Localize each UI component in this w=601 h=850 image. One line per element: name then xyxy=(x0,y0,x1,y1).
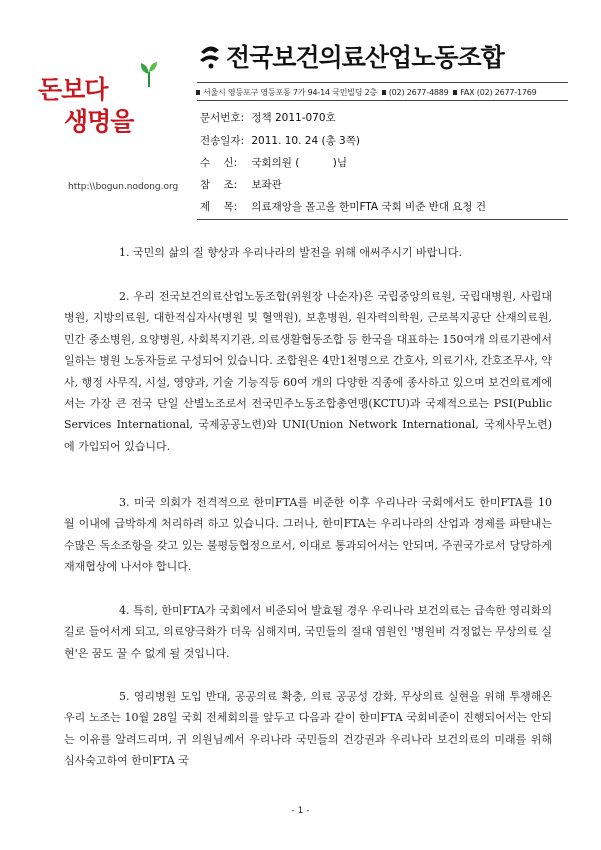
paragraph-3-text: 3. 미국 의회가 전격적으로 한미FTA를 비준한 이후 우리나라 국회에서도 한미FTA를 10월 이내에 급박하게 처리하려 하고 있습니다. 그러나, 한미FTA는 우리나라의 산업과 경제를 파탄내는 수많은 독소조항을 갖고 있는 불평등협정으로서, 이대로 통과되어서는 안되며, 주권국가로서 당당하게 재재협상에 나서야 합니다. xyxy=(64,496,552,574)
org-name: 전국보건의료산업노동조합 xyxy=(226,43,504,72)
reference-label: 참 조: xyxy=(200,179,238,191)
logo-line1 xyxy=(38,70,107,106)
subject-row xyxy=(200,199,486,214)
page-number: - 1 - xyxy=(291,806,310,816)
org-tel: (02) 2677-4889 xyxy=(388,88,449,97)
recipient-label: 수 신: xyxy=(200,157,238,169)
website-url: http:\\bogun.nodong.org xyxy=(68,182,179,192)
reference-value: 보좌관 xyxy=(251,179,282,191)
paragraph-3 xyxy=(64,492,552,578)
header-divider-bottom xyxy=(197,100,568,101)
subject-value: 의료재앙을 몰고올 한미FTA 국회 비준 반대 요청 건 xyxy=(251,201,487,213)
recipient-row xyxy=(200,155,347,170)
sprout-icon xyxy=(138,60,160,88)
doc-number-row xyxy=(200,110,336,125)
paragraph-1-text: 1. 국민의 삶의 질 향상과 우리나라의 발전을 위해 애써주시기 바랍니다. xyxy=(119,246,462,259)
paragraph-5 xyxy=(64,686,552,772)
logo-text-1: 돈보다 xyxy=(38,75,108,104)
logo-line2 xyxy=(64,102,133,138)
paragraph-1 xyxy=(64,242,552,263)
send-date-row xyxy=(200,133,360,148)
doc-number-label: 문서번호: xyxy=(200,112,245,124)
org-fax: FAX (02) 2677-1769 xyxy=(460,88,537,97)
logo-text-2: 생명을 xyxy=(64,107,134,136)
paragraph-5-text: 5. 영리병원 도입 반대, 공공의료 확충, 의료 공공성 강화, 무상의료 실현을 위해 투쟁해온 우리 노조는 10월 28일 국회 전체회의를 앞두고 다음과 같이 한미FTA 국회비준이 진행되어서는 안되는 이유를 알려드리며, 귀 의원님께서 우리나라 국민들의 건강권과 우리나라 보건의료의 미래를 위해 심사숙고하여 한미FTA 국 xyxy=(64,690,552,768)
paragraph-4 xyxy=(64,600,552,664)
paragraph-4-text: 4. 특히, 한미FTA가 국회에서 비준되어 발효될 경우 우리나라 보건의료는 급속한 영리화의 길로 들어서게 되고, 의료양극화가 더욱 심해지며, 국민들의 절대 염원인 '병원비 걱정없는 무상의료 실현'은 꿈도 꿀 수 없게 될 것입니다. xyxy=(64,604,552,660)
send-date-label: 전송일자: xyxy=(200,135,245,147)
paragraph-2-text: 2. 우리 전국보건의료산업노동조합(위원장 나순자)은 국립중앙의료원, 국립대병원, 사립대병원, 지방의료원, 대한적십자사(병원 및 혈액원), 보훈병원, 원자력의학원, 근로복지공단 산재의료원, 민간 중소병원, 요양병원, 사회복지기관, 의료생활협동조합 등 한국을 대표하는 150여개 의료기관에서 일하는 병원 노동자들로 구성되어 있습니다. 조합원은 4만1천명으로 간호사, 의료기사, 간호조무사, 약사, 행정 사무직, 시설, 영양과, 기술 기능직등 60여 개의 다양한 직종에 종사하고 있으며 보건의료계에서는 가장 큰 전국 단일 산별노조로서 전국민주노동조합총연맹(KCTU)과 국제적으로는 PSI(Public Services International, 국제공공노련)와 UNI(Union Network International, 국제사무노련)에 가입되어 있습니다. xyxy=(64,290,552,453)
meta-divider xyxy=(197,219,568,220)
send-date-value: 2011. 10. 24 (총 3쪽) xyxy=(251,135,360,147)
header-divider-top xyxy=(197,82,568,83)
org-address: 서울시 영등포구 영등포동 7가 94-14 국민빌딩 2층 xyxy=(203,88,378,97)
paragraph-2 xyxy=(64,286,552,457)
campaign-logo xyxy=(28,62,183,180)
subject-label: 제 목: xyxy=(200,201,238,213)
union-logo-icon xyxy=(197,40,223,70)
reference-row xyxy=(200,177,282,192)
recipient-value: 국회의원 ( )님 xyxy=(251,157,347,169)
org-address-line xyxy=(196,87,537,98)
doc-number-value: 정책 2011-070호 xyxy=(251,112,336,124)
